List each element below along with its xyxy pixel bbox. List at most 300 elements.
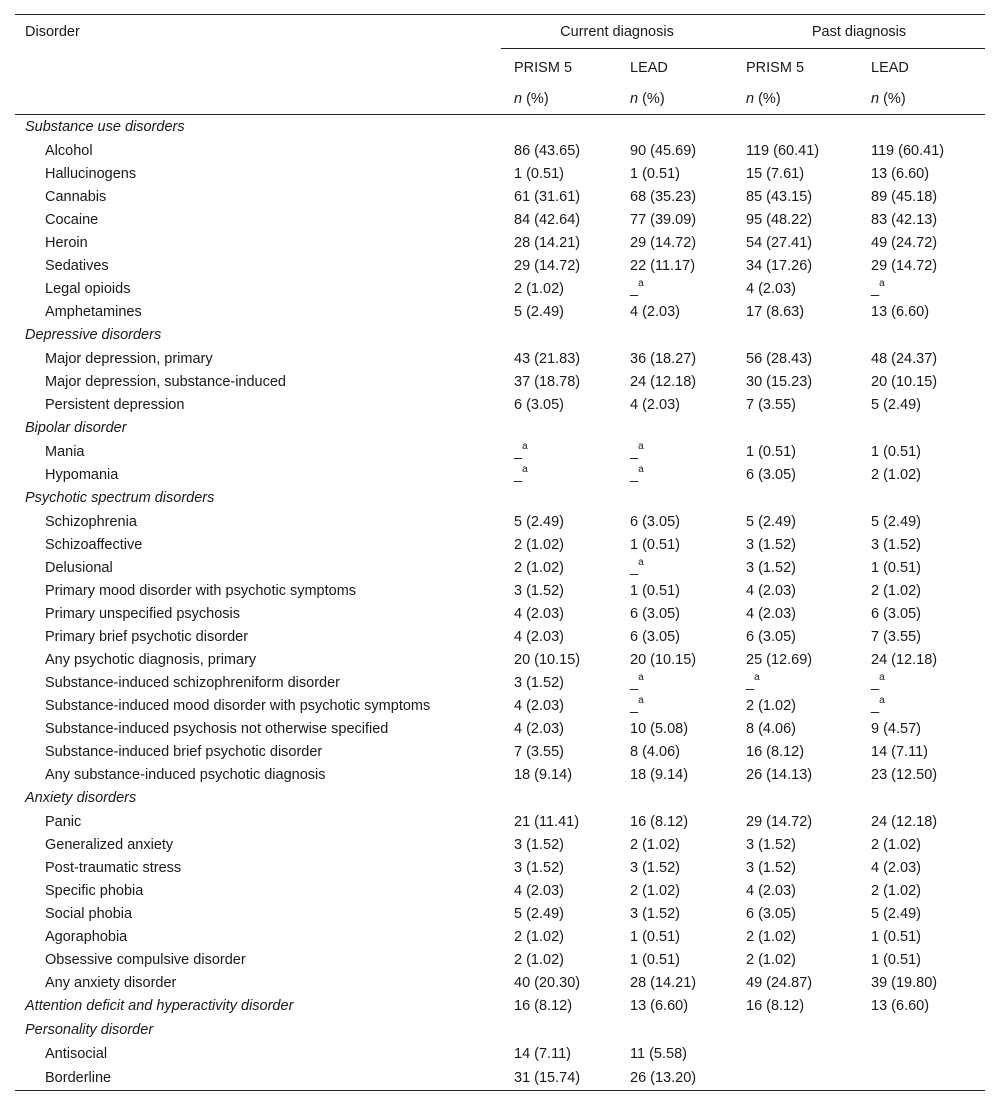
table-row	[15, 370, 985, 393]
row-label: Substance-induced mood disorder with psychotic symptoms	[45, 697, 431, 714]
cell-value	[733, 1018, 858, 1042]
footnote-marker: a	[879, 671, 885, 683]
table-row	[15, 740, 985, 763]
table-row	[15, 139, 985, 162]
cell-value: 23 (12.50)	[871, 766, 938, 783]
row-label: Any psychotic diagnosis, primary	[45, 651, 257, 668]
cell-value: 15 (7.61)	[746, 165, 805, 182]
cell-value: 21 (11.41)	[514, 813, 580, 830]
row-label: Hallucinogens	[45, 165, 137, 182]
cell-value: 1 (0.51)	[630, 536, 680, 553]
cell-value	[617, 323, 733, 347]
cell-value: 18 (9.14)	[514, 766, 573, 783]
cell-value: 10 (5.08)	[630, 720, 689, 737]
cell-value: 20 (10.15)	[514, 651, 581, 668]
n-label: n	[514, 91, 523, 107]
cell-value: 6 (3.05)	[871, 605, 921, 622]
header-unit	[858, 84, 985, 115]
section-row	[15, 323, 985, 347]
cell-value: 5 (2.49)	[514, 303, 564, 320]
diagnosis-table	[15, 14, 985, 1091]
section-row	[15, 786, 985, 810]
cell-value: 2 (1.02)	[630, 882, 680, 899]
pct-label: (%)	[638, 91, 665, 107]
cell-value: 49 (24.87)	[746, 974, 813, 991]
footnote-marker: a	[638, 440, 644, 452]
header-unit	[733, 84, 858, 115]
cell-value	[858, 323, 985, 347]
cell-value: 1 (0.51)	[871, 951, 921, 968]
row-label: Generalized anxiety	[45, 836, 174, 853]
cell-value: 6 (3.05)	[514, 396, 564, 413]
cell-value: 13 (6.60)	[871, 165, 930, 182]
table-row	[15, 185, 985, 208]
footnote-marker: a	[522, 440, 528, 452]
cell-value: 6 (3.05)	[630, 605, 680, 622]
cell-not-applicable	[617, 277, 733, 300]
cell-value: 2 (1.02)	[514, 951, 564, 968]
table-row	[15, 625, 985, 648]
section-row	[15, 1018, 985, 1042]
section-label: Personality disorder	[25, 1022, 154, 1038]
cell-value: 24 (12.18)	[871, 651, 938, 668]
section-label: Bipolar disorder	[25, 420, 127, 436]
cell-value	[617, 416, 733, 440]
cell-value: 83 (42.13)	[871, 211, 938, 228]
row-label: Hypomania	[45, 466, 119, 483]
footnote-marker: a	[879, 277, 885, 289]
cell-value: 86 (43.65)	[514, 142, 581, 159]
header-past-prism: PRISM 5	[746, 59, 805, 76]
cell-value	[733, 1065, 858, 1091]
cell-value	[617, 486, 733, 510]
cell-value: 1 (0.51)	[871, 559, 921, 576]
cell-value: 20 (10.15)	[871, 373, 938, 390]
cell-value: 48 (24.37)	[871, 350, 938, 367]
cell-value: 29 (14.72)	[871, 257, 938, 274]
table-row	[15, 277, 985, 300]
cell-value: 13 (6.60)	[630, 998, 689, 1014]
cell-value: 1 (0.51)	[630, 928, 680, 945]
section-label: Psychotic spectrum disorders	[25, 490, 215, 506]
cell-value	[501, 1018, 617, 1042]
cell-value: 39 (19.80)	[871, 974, 938, 991]
header-row-units	[15, 84, 985, 115]
footnote-marker: a	[638, 277, 644, 289]
cell-value	[858, 1018, 985, 1042]
cell-value	[733, 323, 858, 347]
na-dash: _	[630, 466, 639, 483]
cell-not-applicable	[858, 694, 985, 717]
cell-value	[501, 486, 617, 510]
cell-value: 2 (1.02)	[514, 536, 564, 553]
cell-value: 1 (0.51)	[871, 928, 921, 945]
cell-value: 1 (0.51)	[630, 165, 680, 182]
cell-value	[733, 416, 858, 440]
cell-value: 4 (2.03)	[630, 396, 680, 413]
na-dash: _	[630, 443, 639, 460]
row-label: Specific phobia	[45, 882, 144, 899]
cell-value: 3 (1.52)	[630, 859, 680, 876]
row-label: Cannabis	[45, 188, 107, 205]
footnote-marker: a	[754, 671, 760, 683]
pct-label: (%)	[754, 91, 781, 107]
cell-value: 4 (2.03)	[746, 280, 796, 297]
cell-value: 4 (2.03)	[871, 859, 921, 876]
cell-value	[858, 1065, 985, 1091]
cell-value: 4 (2.03)	[514, 882, 564, 899]
na-dash: _	[630, 697, 639, 714]
cell-value: 84 (42.64)	[514, 211, 581, 228]
cell-value: 7 (3.55)	[514, 743, 564, 760]
cell-value: 5 (2.49)	[871, 396, 921, 413]
na-dash: _	[871, 674, 880, 691]
row-label: Post-traumatic stress	[45, 859, 182, 876]
cell-not-applicable	[617, 440, 733, 463]
header-current-lead: LEAD	[630, 59, 668, 76]
table-row	[15, 763, 985, 786]
cell-value: 16 (8.12)	[630, 813, 689, 830]
cell-value: 4 (2.03)	[514, 605, 564, 622]
row-label: Legal opioids	[45, 280, 131, 297]
na-dash: _	[630, 674, 639, 691]
cell-value: 8 (4.06)	[746, 720, 796, 737]
row-label: Any anxiety disorder	[45, 974, 177, 991]
cell-value: 16 (8.12)	[746, 743, 805, 760]
cell-value: 24 (12.18)	[871, 813, 938, 830]
cell-value: 26 (13.20)	[617, 1065, 733, 1091]
table-row	[15, 254, 985, 277]
cell-value	[501, 416, 617, 440]
cell-value: 5 (2.49)	[514, 905, 564, 922]
cell-value	[733, 115, 858, 140]
cell-value: 2 (1.02)	[871, 582, 921, 599]
cell-value: 9 (4.57)	[871, 720, 921, 737]
row-label: Major depression, primary	[45, 350, 213, 367]
na-dash: _	[514, 443, 523, 460]
cell-not-applicable	[617, 694, 733, 717]
table-row	[15, 347, 985, 370]
footnote-marker: a	[638, 671, 644, 683]
cell-value: 13 (6.60)	[871, 998, 930, 1014]
table-row	[15, 925, 985, 948]
cell-value: 22 (11.17)	[630, 257, 696, 274]
cell-value: 2 (1.02)	[630, 836, 680, 853]
cell-value: 6 (3.05)	[630, 513, 680, 530]
row-label: Amphetamines	[45, 303, 142, 320]
cell-value	[858, 486, 985, 510]
cell-value: 16 (8.12)	[514, 998, 573, 1014]
row-label: Any substance-induced psychotic diagnosis	[45, 766, 326, 783]
cell-value: 29 (14.72)	[514, 257, 581, 274]
cell-value: 5 (2.49)	[746, 513, 796, 530]
row-label: Primary mood disorder with psychotic symptoms	[45, 582, 357, 599]
na-dash: _	[746, 674, 755, 691]
section-label: Attention deficit and hyperactivity disorder	[25, 998, 294, 1014]
cell-value: 6 (3.05)	[746, 466, 796, 483]
cell-value: 14 (7.11)	[871, 743, 928, 760]
header-blank	[15, 84, 501, 115]
cell-value: 3 (1.52)	[514, 859, 564, 876]
na-dash: _	[871, 280, 880, 297]
n-label: n	[746, 91, 755, 107]
cell-value: 4 (2.03)	[514, 697, 564, 714]
cell-value: 4 (2.03)	[746, 882, 796, 899]
cell-value: 2 (1.02)	[871, 466, 921, 483]
table-body	[15, 115, 985, 1091]
row-label: Primary unspecified psychosis	[45, 605, 241, 622]
header-blank	[15, 49, 501, 85]
table-row	[15, 810, 985, 833]
cell-value: 31 (15.74)	[501, 1065, 617, 1091]
section-row	[15, 486, 985, 510]
cell-value: 6 (3.05)	[746, 905, 796, 922]
cell-value: 7 (3.55)	[871, 628, 921, 645]
header-current-diagnosis: Current diagnosis	[501, 15, 733, 49]
table-row	[15, 602, 985, 625]
cell-value: 54 (27.41)	[746, 234, 813, 251]
section-label: Depressive disorders	[25, 327, 162, 343]
section-row	[15, 416, 985, 440]
footnote-marker: a	[638, 463, 644, 475]
cell-value: 4 (2.03)	[746, 582, 796, 599]
cell-value: 2 (1.02)	[514, 280, 564, 297]
cell-value: 6 (3.05)	[746, 628, 796, 645]
na-dash: _	[630, 559, 639, 576]
cell-value	[733, 486, 858, 510]
cell-not-applicable	[733, 671, 858, 694]
row-label: Cocaine	[45, 211, 99, 228]
cell-value: 13 (6.60)	[871, 303, 930, 320]
cell-value: 77 (39.09)	[630, 211, 697, 228]
row-label: Delusional	[45, 559, 113, 576]
table-row	[15, 556, 985, 579]
row-label: Agoraphobia	[45, 928, 128, 945]
header-unit	[501, 84, 617, 115]
row-label: Substance-induced brief psychotic disorder	[45, 743, 323, 760]
cell-value: 1 (0.51)	[746, 443, 796, 460]
row-label: Schizophrenia	[45, 513, 137, 530]
cell-value: 28 (14.21)	[630, 974, 697, 991]
cell-value: 3 (1.52)	[630, 905, 680, 922]
cell-not-applicable	[501, 440, 617, 463]
n-label: n	[630, 91, 639, 107]
section-row	[15, 994, 985, 1018]
cell-value	[858, 786, 985, 810]
na-dash: _	[514, 466, 523, 483]
cell-value: 25 (12.69)	[746, 651, 813, 668]
cell-value: 29 (14.72)	[630, 234, 697, 251]
header-past-diagnosis: Past diagnosis	[733, 15, 985, 49]
cell-value	[733, 786, 858, 810]
cell-not-applicable	[617, 556, 733, 579]
cell-value: 36 (18.27)	[630, 350, 697, 367]
cell-value: 3 (1.52)	[746, 836, 796, 853]
section-label: Substance use disorders	[25, 119, 185, 135]
na-dash: _	[630, 280, 639, 297]
cell-value: 11 (5.58)	[630, 1045, 687, 1062]
row-label: Heroin	[45, 234, 88, 251]
cell-value: 17 (8.63)	[746, 303, 805, 320]
cell-value: 61 (31.61)	[514, 188, 581, 205]
table-row	[15, 879, 985, 902]
footnote-marker: a	[879, 694, 885, 706]
cell-value: 119 (60.41)	[871, 142, 945, 159]
cell-value: 43 (21.83)	[514, 350, 581, 367]
cell-value: 5 (2.49)	[871, 513, 921, 530]
cell-value: 3 (1.52)	[746, 559, 796, 576]
cell-value: 5 (2.49)	[871, 905, 921, 922]
cell-not-applicable	[858, 277, 985, 300]
cell-value: 4 (2.03)	[630, 303, 680, 320]
table-row	[15, 694, 985, 717]
cell-value	[617, 115, 733, 140]
table-row	[15, 393, 985, 416]
table-row	[15, 162, 985, 185]
cell-value: 56 (28.43)	[746, 350, 813, 367]
cell-value	[858, 115, 985, 140]
cell-value: 3 (1.52)	[746, 859, 796, 876]
cell-value: 3 (1.52)	[514, 836, 564, 853]
cell-value: 26 (14.13)	[746, 766, 813, 783]
table-row	[15, 440, 985, 463]
cell-value	[617, 786, 733, 810]
table-row	[15, 671, 985, 694]
table-row	[15, 463, 985, 486]
header-row-groups	[15, 15, 985, 49]
cell-value: 5 (2.49)	[514, 513, 564, 530]
cell-value: 14 (7.11)	[514, 1045, 571, 1062]
section-row	[15, 115, 985, 140]
table-row	[15, 533, 985, 556]
cell-value: 68 (35.23)	[630, 188, 697, 205]
table-row	[15, 231, 985, 254]
cell-value: 2 (1.02)	[871, 836, 921, 853]
cell-value: 3 (1.52)	[514, 674, 564, 691]
cell-value: 28 (14.21)	[514, 234, 581, 251]
row-label: Antisocial	[45, 1045, 108, 1062]
cell-value: 1 (0.51)	[514, 165, 564, 182]
cell-value: 2 (1.02)	[514, 559, 564, 576]
header-past-lead: LEAD	[871, 59, 909, 76]
cell-value: 1 (0.51)	[630, 951, 680, 968]
row-label: Persistent depression	[45, 396, 185, 413]
cell-value: 2 (1.02)	[871, 882, 921, 899]
cell-value: 16 (8.12)	[746, 998, 805, 1014]
cell-value: 8 (4.06)	[630, 743, 680, 760]
table-row	[15, 1065, 985, 1091]
cell-value: 2 (1.02)	[746, 928, 796, 945]
cell-value: 3 (1.52)	[871, 536, 921, 553]
cell-value: 7 (3.55)	[746, 396, 796, 413]
cell-value: 37 (18.78)	[514, 373, 581, 390]
footnote-marker: a	[522, 463, 528, 475]
cell-value: 2 (1.02)	[746, 951, 796, 968]
cell-value: 4 (2.03)	[514, 720, 564, 737]
row-label: Major depression, substance-induced	[45, 373, 286, 390]
row-label: Sedatives	[45, 257, 109, 274]
header-disorder: Disorder	[15, 15, 501, 49]
section-label: Anxiety disorders	[25, 790, 137, 806]
cell-value: 18 (9.14)	[630, 766, 689, 783]
table-row	[15, 579, 985, 602]
table-row	[15, 1042, 985, 1065]
row-label: Alcohol	[45, 142, 93, 159]
cell-not-applicable	[501, 463, 617, 486]
cell-value	[733, 1042, 858, 1065]
cell-value: 40 (20.30)	[514, 974, 581, 991]
row-label: Panic	[45, 813, 82, 830]
table-row	[15, 648, 985, 671]
cell-value: 1 (0.51)	[630, 582, 680, 599]
cell-value: 2 (1.02)	[746, 697, 796, 714]
table-row	[15, 208, 985, 231]
row-label: Mania	[45, 443, 85, 460]
row-label: Substance-induced psychosis not otherwise specified	[45, 720, 389, 737]
cell-value: 30 (15.23)	[746, 373, 813, 390]
header-row-instruments	[15, 49, 985, 85]
footnote-marker: a	[638, 556, 644, 568]
na-dash: _	[871, 697, 880, 714]
cell-value: 24 (12.18)	[630, 373, 697, 390]
footnote-marker: a	[638, 694, 644, 706]
header-unit	[617, 84, 733, 115]
cell-value: 119 (60.41)	[746, 142, 820, 159]
cell-value: 29 (14.72)	[746, 813, 813, 830]
cell-value: 20 (10.15)	[630, 651, 697, 668]
row-label: Substance-induced schizophreniform disorder	[45, 674, 340, 691]
cell-value	[858, 416, 985, 440]
cell-not-applicable	[858, 671, 985, 694]
table-row	[15, 300, 985, 323]
cell-value: 3 (1.52)	[514, 582, 564, 599]
cell-value	[501, 786, 617, 810]
cell-value: 34 (17.26)	[746, 257, 813, 274]
cell-value: 2 (1.02)	[514, 928, 564, 945]
n-label: n	[871, 91, 880, 107]
table-row	[15, 833, 985, 856]
cell-value: 4 (2.03)	[514, 628, 564, 645]
row-label: Schizoaffective	[45, 536, 143, 553]
cell-value	[617, 1018, 733, 1042]
table-row	[15, 902, 985, 925]
cell-value: 1 (0.51)	[871, 443, 921, 460]
cell-value: 89 (45.18)	[871, 188, 938, 205]
row-label: Primary brief psychotic disorder	[45, 628, 249, 645]
pct-label: (%)	[879, 91, 906, 107]
row-label: Borderline	[15, 1065, 501, 1091]
header-current-prism: PRISM 5	[514, 59, 573, 76]
cell-value: 4 (2.03)	[746, 605, 796, 622]
table-row	[15, 856, 985, 879]
cell-value	[501, 323, 617, 347]
pct-label: (%)	[522, 91, 549, 107]
table-row	[15, 971, 985, 994]
table-row	[15, 510, 985, 533]
cell-not-applicable	[617, 671, 733, 694]
table-row	[15, 948, 985, 971]
table-row	[15, 717, 985, 740]
cell-value: 49 (24.72)	[871, 234, 938, 251]
row-label: Obsessive compulsive disorder	[45, 951, 246, 968]
cell-value	[501, 115, 617, 140]
cell-value: 6 (3.05)	[630, 628, 680, 645]
row-label: Social phobia	[45, 905, 133, 922]
cell-value	[858, 1042, 985, 1065]
cell-value: 95 (48.22)	[746, 211, 813, 228]
cell-value: 3 (1.52)	[746, 536, 796, 553]
cell-not-applicable	[617, 463, 733, 486]
